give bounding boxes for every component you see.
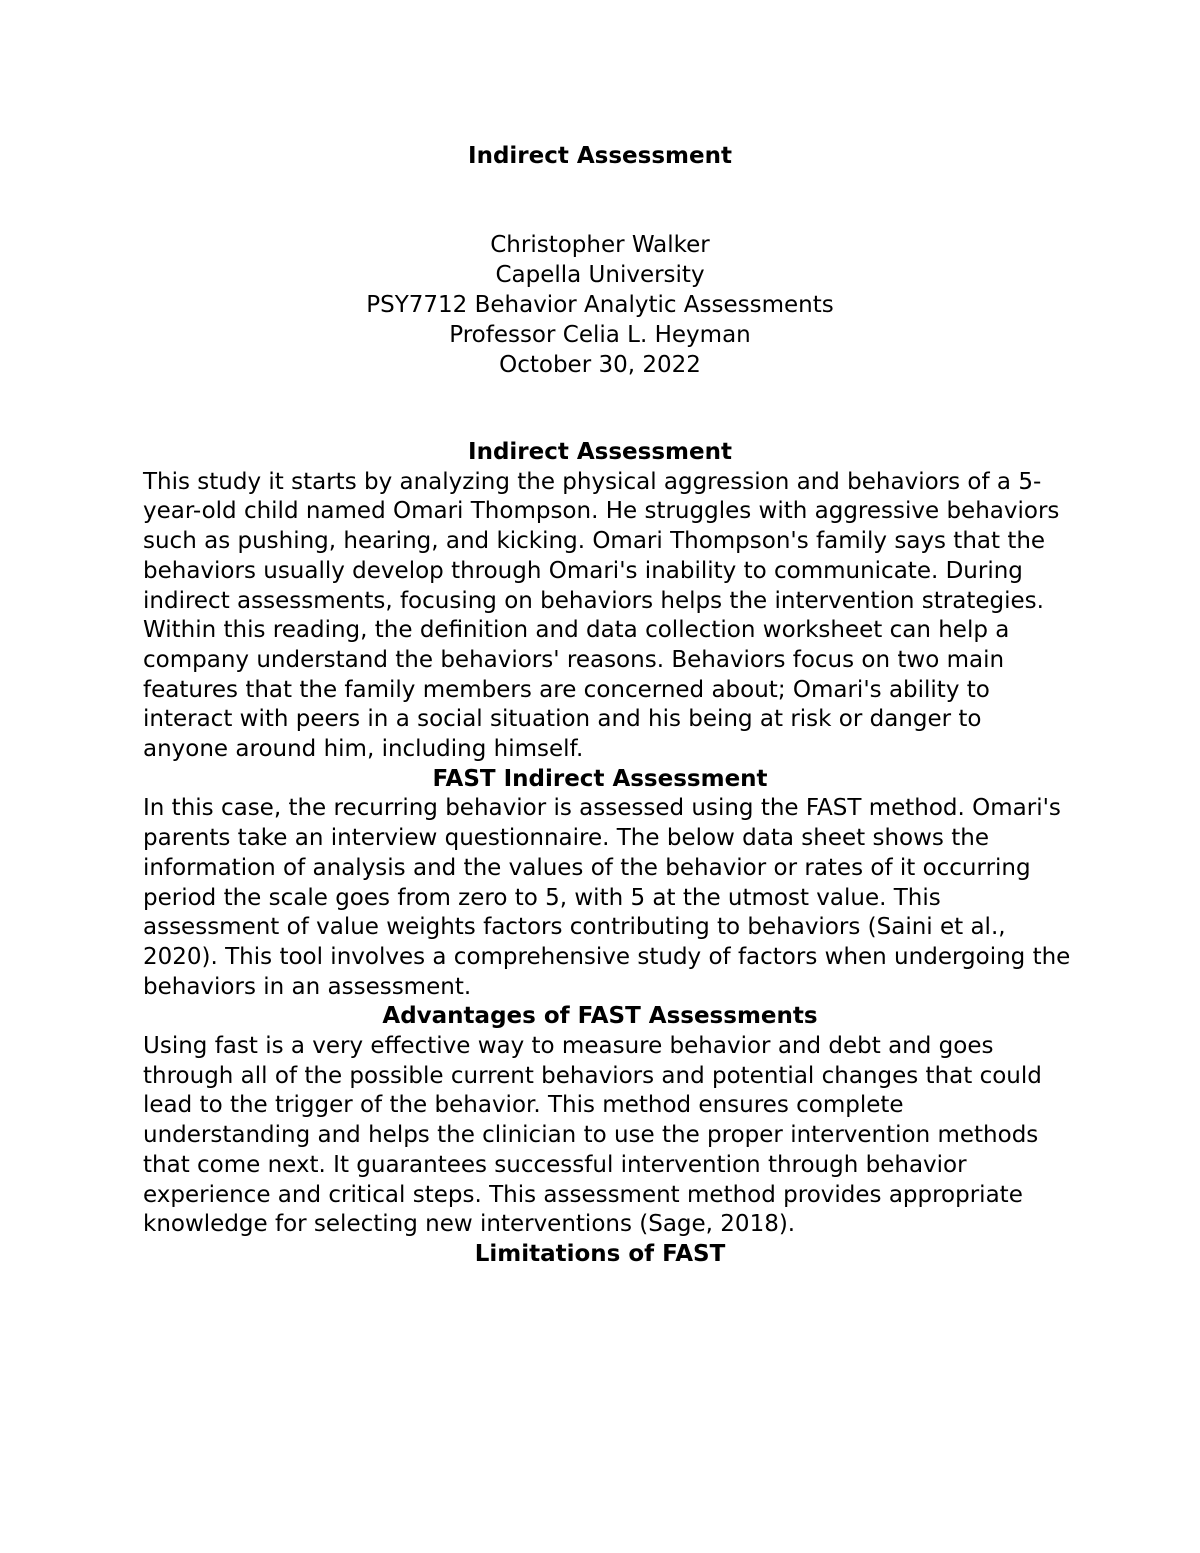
institution-name: Capella University (495, 262, 705, 288)
author-name: Christopher Walker (490, 232, 710, 258)
course-name: PSY7712 Behavior Analytic Assessments (366, 292, 834, 318)
section-paragraph-indirect-assessment: This study it starts by analyzing the physical aggression and behaviors of a 5-year-old child named Omari Thompson. He struggles with aggressive behaviors such as pushing, hearing, and kicking. Omari Thompson's family says that the behaviors usually develop through Omari's inability to communicate. During indirect assessments, focusing on behaviors helps the intervention strategies. Within this reading, the definition and data collection worksheet can help a company understand the behaviors' reasons. Behaviors focus on two main features that the family members are concerned about; Omari's ability to interact with peers in a social situation and his being at risk or danger to anyone around him, including himself. (143, 468, 1060, 763)
section-paragraph-advantages-of-fast: Using fast is a very effective way to measure behavior and debt and goes through all of the possible current behaviors and potential changes that could lead to the trigger of the behavior. This method ensures complete understanding and helps the clinician to use the proper intervention methods that come next. It guarantees successful intervention through behavior experience and critical steps. This assessment method provides appropriate knowledge for selecting new interventions (Sage, 2018). (143, 1033, 1042, 1238)
instructor-name: Professor Celia L. Heyman (449, 322, 751, 348)
document-date: October 30, 2022 (499, 352, 701, 378)
section-heading-fast-indirect-assessment: FAST Indirect Assessment (432, 765, 768, 792)
section-heading-limitations-of-fast: Limitations of FAST (474, 1240, 726, 1267)
title-page-info (0, 230, 1200, 380)
document-title: Indirect Assessment (468, 143, 732, 169)
section-heading-advantages-of-fast: Advantages of FAST Assessments (382, 1003, 818, 1030)
section-paragraph-fast-indirect-assessment: In this case, the recurring behavior is assessed using the FAST method. Omari's parents take an interview questionnaire. The below data sheet shows the information of analysis and the values of the behavior or rates of it occurring period the scale goes from zero to 5, with 5 at the utmost value. This assessment of value weights factors contributing to behaviors (Saini et al., 2020). This tool involves a comprehensive study of factors when undergoing the behaviors in an assessment. (143, 795, 1071, 1000)
document-body (143, 438, 1073, 1270)
section-heading-indirect-assessment: Indirect Assessment (468, 439, 732, 465)
